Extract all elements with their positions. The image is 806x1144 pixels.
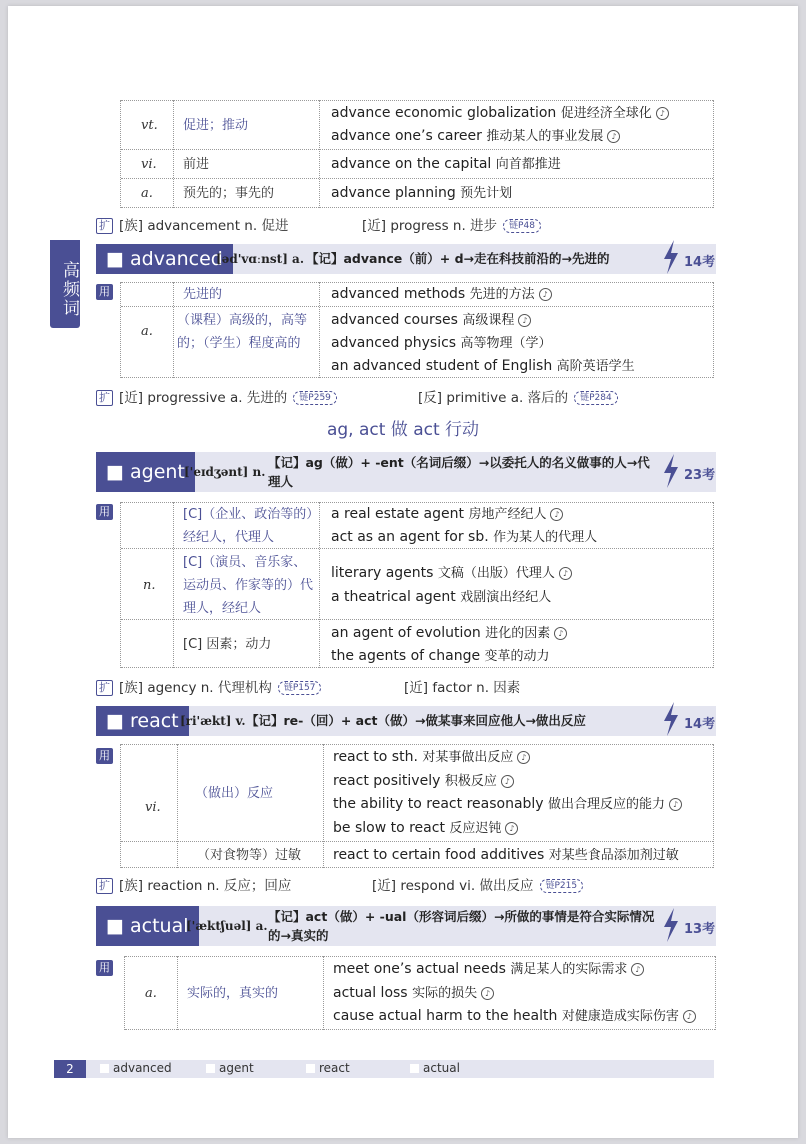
react-table bbox=[120, 744, 714, 868]
example: advance one’s career 推动某人的事业发展 ♪ bbox=[331, 125, 620, 148]
audio-icon[interactable]: ♪ bbox=[505, 822, 518, 835]
example: act as an agent for sb. 作为某人的代理人 bbox=[331, 529, 598, 545]
exam-count: 14考 bbox=[684, 717, 716, 732]
footer-word[interactable]: react bbox=[306, 1061, 350, 1075]
example: react to sth. 对某事做出反应 ♪ bbox=[333, 746, 530, 769]
audio-icon[interactable]: ♪ bbox=[481, 987, 494, 1000]
exam-count: 23考 bbox=[684, 468, 716, 483]
meaning: （对食物等）过敏 bbox=[197, 848, 302, 863]
extend-icon: 扩 bbox=[96, 390, 113, 406]
link-badge[interactable]: 链P157 bbox=[278, 681, 322, 695]
pos-label: vi. bbox=[141, 157, 157, 172]
audio-icon[interactable]: ♪ bbox=[518, 314, 531, 327]
audio-icon[interactable]: ♪ bbox=[554, 627, 567, 640]
footer-word[interactable]: actual bbox=[410, 1061, 460, 1075]
audio-icon[interactable]: ♪ bbox=[631, 963, 644, 976]
meaning: 先进的 bbox=[183, 287, 223, 302]
audio-icon[interactable]: ♪ bbox=[517, 751, 530, 764]
link-badge[interactable]: 链P259 bbox=[293, 391, 337, 405]
audio-icon[interactable]: ♪ bbox=[501, 775, 514, 788]
usage-icon: 用 bbox=[96, 284, 113, 300]
example: a theatrical agent 戏剧演出经纪人 bbox=[331, 589, 552, 605]
extend-icon: 扩 bbox=[96, 878, 113, 894]
example: an agent of evolution 进化的因素 ♪ bbox=[331, 622, 567, 645]
advance-extension-right: [近] progress n. 进步 链P48 bbox=[362, 214, 541, 234]
meaning: 预先的；事先的 bbox=[183, 186, 275, 201]
react-extension: 扩 [族] reaction n. 反应；回应 bbox=[96, 874, 291, 894]
example: advance on the capital 向首都推进 bbox=[331, 156, 561, 172]
example: meet one’s actual needs 满足某人的实际需求 ♪ bbox=[333, 958, 644, 981]
advanced-extension-right: [反] primitive a. 落后的 链P284 bbox=[418, 386, 618, 406]
example: the ability to react reasonably 做出合理反应的能力 ♪ bbox=[333, 793, 682, 816]
link-badge[interactable]: 链P215 bbox=[540, 879, 584, 893]
audio-icon[interactable]: ♪ bbox=[656, 107, 669, 120]
meaning: [C]（演员、音乐家、运动员、作家等的）代理人，经纪人 bbox=[183, 555, 314, 616]
lightning-icon bbox=[662, 454, 680, 488]
audio-icon[interactable]: ♪ bbox=[669, 798, 682, 811]
memory-tip: 【记】re-（回）+ act（做）→做某事来回应他人→做出反应 bbox=[246, 713, 586, 728]
meaning: 促进；推动 bbox=[183, 118, 249, 133]
example: react to certain food additives 对某些食品添加剂过敏 bbox=[333, 847, 679, 863]
meaning: [C] 因素；动力 bbox=[183, 637, 272, 652]
headword: ■ react bbox=[96, 706, 189, 736]
example: cause actual harm to the health 对健康造成实际伤害 ♪ bbox=[333, 1005, 696, 1028]
meaning: 实际的，真实的 bbox=[187, 986, 279, 1001]
example: literary agents 文稿（出版）代理人 ♪ bbox=[331, 562, 572, 585]
agent-extension-right: [近] factor n. 因素 bbox=[404, 680, 521, 696]
phonetic: ['eɪdʒənt] n. bbox=[184, 465, 266, 479]
pos-label: n. bbox=[143, 578, 156, 593]
headword: ■ actual bbox=[96, 906, 199, 946]
headword: ■ advanced bbox=[96, 244, 233, 274]
example: an advanced student of English 高阶英语学生 bbox=[331, 358, 635, 374]
example: a real estate agent 房地产经纪人 ♪ bbox=[331, 503, 563, 526]
phonetic: [əd'vɑːnst] a. bbox=[216, 252, 305, 266]
usage-icon: 用 bbox=[96, 504, 113, 520]
agent-table bbox=[120, 502, 714, 668]
usage-icon: 用 bbox=[96, 960, 113, 976]
pos-label: a. bbox=[141, 324, 153, 339]
pos-label: a. bbox=[141, 186, 153, 201]
advance-extension: 扩 [族] advancement n. 促进 bbox=[96, 214, 288, 234]
memory-tip: 【记】act（做）+ -ual（形容词后缀）→所做的事情是符合实际情况的→真实的 bbox=[268, 909, 655, 943]
pos-label: vi. bbox=[145, 800, 161, 815]
example: advanced methods 先进的方法 ♪ bbox=[331, 283, 552, 306]
actual-table bbox=[124, 956, 716, 1030]
footer-word[interactable]: advanced bbox=[100, 1061, 172, 1075]
example: advance economic globalization 促进经济全球化 ♪ bbox=[331, 102, 669, 125]
meaning: （做出）反应 bbox=[195, 786, 274, 801]
headword: ■ agent bbox=[96, 452, 195, 492]
phonetic: [ri'ækt] v. bbox=[180, 714, 246, 728]
audio-icon[interactable]: ♪ bbox=[539, 288, 552, 301]
audio-icon[interactable]: ♪ bbox=[683, 1010, 696, 1023]
extend-icon: 扩 bbox=[96, 680, 113, 696]
memory-tip: 【记】advance（前）+ d→走在科技前沿的→先进的 bbox=[306, 251, 610, 266]
example: advanced physics 高等物理（学） bbox=[331, 335, 552, 351]
advanced-table bbox=[120, 282, 714, 378]
example: be slow to react 反应迟钝 ♪ bbox=[333, 817, 518, 840]
react-extension-right: [近] respond vi. 做出反应 链P215 bbox=[372, 874, 583, 894]
exam-count: 13考 bbox=[684, 922, 716, 937]
memory-tip: 【记】ag（做）+ -ent（名词后缀）→以委托人的名义做事的人→代理人 bbox=[268, 455, 650, 489]
example: advanced courses 高级课程 ♪ bbox=[331, 309, 531, 332]
exam-count: 14考 bbox=[684, 255, 716, 270]
link-badge[interactable]: 链P48 bbox=[503, 219, 541, 233]
page-number: 2 bbox=[54, 1060, 86, 1078]
audio-icon[interactable]: ♪ bbox=[559, 567, 572, 580]
audio-icon[interactable]: ♪ bbox=[607, 130, 620, 143]
advance-table bbox=[120, 100, 714, 208]
footer-word[interactable]: agent bbox=[206, 1061, 254, 1075]
phonetic: ['æktʃuəl] a. bbox=[186, 919, 268, 933]
meaning: （课程）高级的，高等的；（学生）程度高的 bbox=[177, 313, 308, 351]
example: actual loss 实际的损失 ♪ bbox=[333, 982, 494, 1005]
audio-icon[interactable]: ♪ bbox=[550, 508, 563, 521]
meaning: [C]（企业、政治等的）经纪人，代理人 bbox=[183, 507, 313, 545]
link-badge[interactable]: 链P284 bbox=[574, 391, 618, 405]
agent-extension: 扩 [族] agency n. 代理机构 链P157 bbox=[96, 676, 321, 696]
root-heading: ag, act 做 act 行动 bbox=[326, 420, 480, 440]
sidebar-tab: 高频词 bbox=[50, 240, 80, 328]
usage-icon: 用 bbox=[96, 748, 113, 764]
example: the agents of change 变革的动力 bbox=[331, 648, 550, 664]
advanced-extension: 扩 [近] progressive a. 先进的 链P259 bbox=[96, 386, 337, 406]
example: advance planning 预先计划 bbox=[331, 185, 513, 201]
pos-label: vt. bbox=[141, 118, 158, 133]
lightning-icon bbox=[662, 908, 680, 942]
lightning-icon bbox=[662, 702, 680, 736]
example: react positively 积极反应 ♪ bbox=[333, 770, 514, 793]
extend-icon: 扩 bbox=[96, 218, 113, 234]
lightning-icon bbox=[662, 240, 680, 274]
pos-label: a. bbox=[145, 986, 157, 1001]
meaning: 前进 bbox=[183, 157, 210, 172]
